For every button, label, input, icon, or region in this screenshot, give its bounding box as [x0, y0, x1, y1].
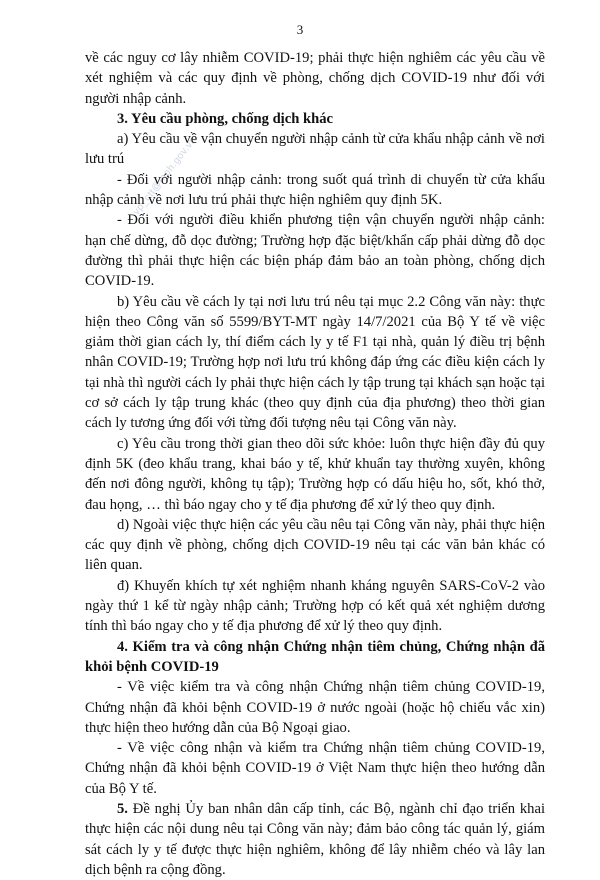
paragraph-3dd: đ) Khuyến khích tự xét nghiệm nhanh kháng nguyên SARS-CoV-2 vào ngày thứ 1 kể từ ngày nhập cảnh; Trường hợp có kết quả xét nghiệm dương tính thì báo ngay cho y tế địa phương để xử lý theo quy định. — [85, 577, 545, 635]
watermark-stamp: vp_ctt@moh.gov.vn — [131, 134, 200, 218]
paragraph-3a-bullet-1: - Đối với người nhập cảnh: trong suốt quá trình di chuyển từ cửa khẩu nhập cảnh về nơi lưu trú phải thực hiện nghiêm quy định 5K. — [85, 171, 545, 209]
paragraph-3a-bullet-2: - Đối với người điều khiển phương tiện vận chuyển người nhập cảnh: hạn chế dừng, đỗ dọc đường; Trường hợp đặc biệt/khẩn cấp phải dừng đỗ dọc đường thì phải thực hiện các biện pháp đảm bảo an toàn phòng, chống dịch COVID-19. — [85, 212, 545, 290]
paragraph-5 — [85, 799, 545, 880]
paragraph-continuation: về các nguy cơ lây nhiễm COVID-19; phải thực hiện nghiêm các yêu cầu về xét nghiệm và các quy định về phòng, chống dịch COVID-19 như đối với người nhập cảnh. — [85, 50, 545, 107]
paragraph-3b: b) Yêu cầu về cách ly tại nơi lưu trú nêu tại mục 2.2 Công văn này: thực hiện theo Công văn số 5599/BYT-MT ngày 14/7/2021 của Bộ Y tế về việc giảm thời gian cách ly, thí điểm cách ly y tế F1 tại nhà, quản lý điều trị bệnh nhân COVID-19; Trường hợp nơi lưu trú không đáp ứng các điều kiện cách ly tại nhà thì người cách ly phải thực hiện cách ly tập trung tại khách sạn hoặc tại cơ sở cách ly tập trung khác (theo quy định của địa phương) theo thời gian cách ly tương ứng đối với từng đối tượng nêu tại Công văn này. — [85, 293, 545, 432]
document-body — [85, 48, 545, 880]
paragraph-4-bullet-2: - Về việc công nhận và kiểm tra Chứng nhận tiêm chủng COVID-19, Chứng nhận đã khỏi bệnh COVID-19 ở Việt Nam thực hiện theo hướng dẫn của Bộ Y tế. — [85, 740, 545, 797]
paragraph-3a: a) Yêu cầu về vận chuyển người nhập cảnh từ cửa khẩu nhập cảnh về nơi lưu trú — [85, 131, 545, 168]
section-number-5: 5. — [117, 800, 128, 817]
paragraph-3d: d) Ngoài việc thực hiện các yêu cầu nêu tại Công văn này, phải thực hiện các quy định về phòng, chống dịch COVID-19 nêu tại các văn bản khác có liên quan. — [85, 516, 545, 574]
paragraph-4-bullet-1: - Về việc kiểm tra và công nhận Chứng nhận tiêm chủng COVID-19, Chứng nhận đã khỏi bệnh COVID-19 ở nước ngoài (hoặc hộ chiếu vắc xin) thực hiện theo hướng dẫn của Bộ Ngoại giao. — [85, 679, 545, 736]
section-heading-4: 4. Kiểm tra và công nhận Chứng nhận tiêm chủng, Chứng nhận đã khỏi bệnh COVID-19 — [85, 638, 545, 675]
paragraph-3c: c) Yêu cầu trong thời gian theo dõi sức khỏe: luôn thực hiện đầy đủ quy định 5K (đeo khẩu trang, khai báo y tế, khử khuẩn tay thường xuyên, không đến nơi đông người, không tụ tập); Trường hợp có dấu hiệu ho, sốt, khó thở, đau họng, … thì báo ngay cho y tế địa phương để xử lý theo quy định. — [85, 435, 545, 513]
page-number: 3 — [296, 22, 304, 37]
section-heading-3: 3. Yêu cầu phòng, chống dịch khác — [117, 110, 333, 127]
paragraph-5-text: Đề nghị Ủy ban nhân dân cấp tỉnh, các Bộ, ngành chỉ đạo triển khai thực hiện các nội dung nêu tại Công văn này; đảm bảo công tác quản lý, giám sát cách ly y tế được thực hiện nghiêm, không để lây nhiễm chéo và lây lan dịch bệnh ra cộng đồng. — [85, 800, 545, 878]
